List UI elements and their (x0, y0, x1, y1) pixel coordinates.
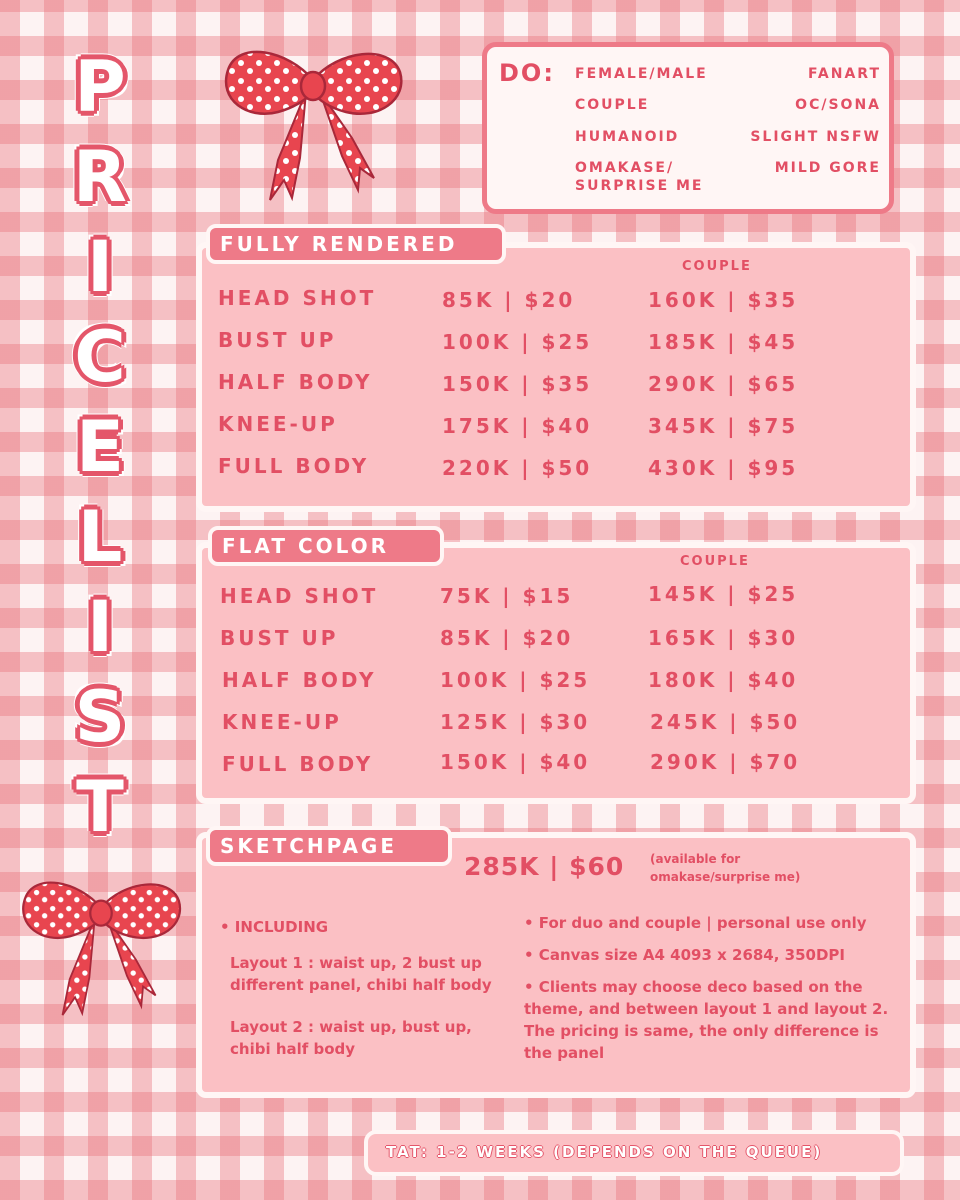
size-name: HALF BODY (222, 668, 377, 692)
flat-color-tab: FLAT COLOR (208, 526, 444, 566)
couple-price: 345K | $75 (648, 414, 799, 438)
fully-rendered-tab: FULLY RENDERED (206, 224, 506, 264)
size-name: KNEE-UP (218, 412, 338, 436)
couple-price: 290K | $70 (650, 750, 801, 774)
title-letter: R (73, 136, 127, 218)
pricelist-title (50, 46, 150, 848)
do-item: FEMALE/MALE (575, 66, 708, 82)
title-letter: S (74, 676, 126, 758)
title-letter: P (74, 46, 126, 128)
size-name: HEAD SHOT (218, 286, 377, 310)
turnaround-text: TAT: 1-2 WEEKS (DEPENDS ON THE QUEUE) (386, 1143, 823, 1161)
single-price: 150K | $40 (440, 750, 591, 774)
size-name: BUST UP (220, 626, 339, 650)
couple-price: 185K | $45 (648, 330, 799, 354)
size-name: HALF BODY (218, 370, 373, 394)
do-box (482, 42, 894, 214)
single-price: 75K | $15 (440, 584, 574, 608)
do-item: MILD GORE (774, 160, 881, 176)
ribbon-bow-icon (218, 40, 408, 210)
couple-label: COUPLE (682, 259, 752, 274)
single-price: 85K | $20 (442, 288, 576, 312)
size-name: FULL BODY (218, 454, 370, 478)
layout-1-text: Layout 1 : waist up, 2 bust up different panel, chibi half body (230, 954, 492, 994)
sketchpage-price-note: (available for omakase/surprise me) (650, 852, 801, 884)
title-letter: I (86, 226, 114, 308)
single-price: 150K | $35 (442, 372, 593, 396)
single-price: 125K | $30 (440, 710, 591, 734)
couple-price: 160K | $35 (648, 288, 799, 312)
do-label: DO: (499, 59, 555, 87)
do-item: COUPLE (575, 97, 650, 113)
single-price: 175K | $40 (442, 414, 593, 438)
do-item: SLIGHT NSFW (750, 129, 881, 145)
do-item: OMAKASE/ SURPRISE ME (575, 160, 704, 194)
title-letter: C (74, 316, 126, 398)
sketch-bullet: • For duo and couple | personal use only (524, 914, 867, 932)
title-letter: E (76, 406, 124, 488)
do-item: OC/SONA (795, 97, 881, 113)
couple-price: 180K | $40 (648, 668, 799, 692)
couple-price: 290K | $65 (648, 372, 799, 396)
couple-price: 430K | $95 (648, 456, 799, 480)
title-letter: I (86, 586, 114, 668)
ribbon-bow-icon (16, 868, 186, 1028)
turnaround-badge (364, 1130, 904, 1176)
sketchpage-price: 285K | $60 (464, 852, 625, 881)
size-name: KNEE-UP (222, 710, 342, 734)
layout-2-text: Layout 2 : waist up, bust up, chibi half body (230, 1018, 472, 1058)
do-item: HUMANOID (575, 129, 680, 145)
title-letter: T (76, 766, 124, 848)
single-price: 100K | $25 (440, 668, 591, 692)
couple-label: COUPLE (680, 554, 750, 569)
sketch-bullet: • Clients may choose deco based on the theme, and between layout 1 and layout 2. The pricing is same, the only difference is the panel (524, 978, 889, 1062)
single-price: 220K | $50 (442, 456, 593, 480)
single-price: 85K | $20 (440, 626, 574, 650)
couple-price: 165K | $30 (648, 626, 799, 650)
do-item: FANART (807, 66, 881, 82)
single-price: 100K | $25 (442, 330, 593, 354)
size-name: BUST UP (218, 328, 337, 352)
title-letter: L (77, 496, 123, 578)
couple-price: 245K | $50 (650, 710, 801, 734)
sketchpage-tab: SKETCHPAGE (206, 826, 452, 866)
including-label: • INCLUDING (220, 918, 329, 936)
sketch-bullet: • Canvas size A4 4093 x 2684, 350DPI (524, 946, 846, 964)
size-name: FULL BODY (222, 752, 374, 776)
couple-price: 145K | $25 (648, 582, 799, 606)
size-name: HEAD SHOT (220, 584, 379, 608)
